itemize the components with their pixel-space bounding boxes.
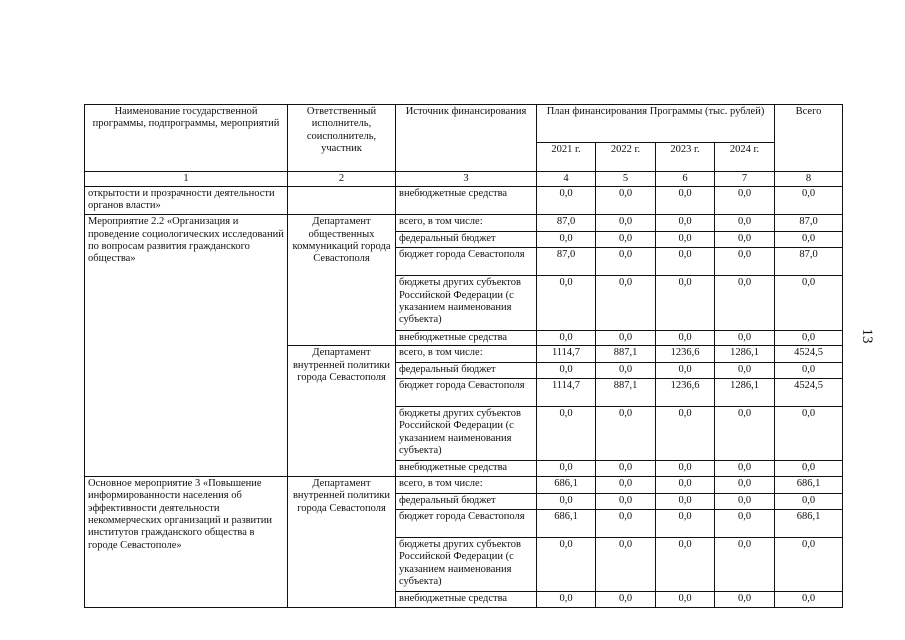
value-cell: 0,0: [656, 407, 715, 461]
value-cell: 0,0: [596, 407, 656, 461]
value-cell: 0,0: [656, 276, 715, 330]
page-number: 13: [859, 328, 875, 344]
column-numbers-row: [85, 171, 843, 187]
table-row: [85, 476, 843, 493]
header-name: Наименование государственной программы, подпрограммы, мероприятий: [85, 105, 288, 172]
value-cell: 0,0: [596, 232, 656, 248]
value-cell: 686,1: [537, 509, 596, 537]
value-cell: 0,0: [775, 232, 843, 248]
value-cell: 4524,5: [775, 346, 843, 363]
value-cell: 0,0: [537, 276, 596, 330]
executor-name: Департамент внутренней политики города Севастополя: [288, 346, 396, 477]
value-cell: 0,0: [656, 215, 715, 232]
value-cell: 0,0: [656, 476, 715, 493]
source-label: всего, в том числе:: [396, 346, 537, 363]
value-cell: 0,0: [537, 494, 596, 510]
value-cell: 0,0: [537, 330, 596, 346]
header-row: [85, 105, 843, 143]
value-cell: 0,0: [715, 592, 775, 608]
value-cell: 0,0: [715, 330, 775, 346]
value-cell: 0,0: [596, 537, 656, 591]
source-label: бюджет города Севастополя: [396, 378, 537, 406]
value-cell: 0,0: [537, 592, 596, 608]
value-cell: 0,0: [596, 187, 656, 215]
value-cell: 0,0: [656, 363, 715, 379]
value-cell: 0,0: [537, 537, 596, 591]
column-number: 8: [775, 171, 843, 187]
column-number: 3: [396, 171, 537, 187]
column-number: 4: [537, 171, 596, 187]
value-cell: 0,0: [775, 363, 843, 379]
source-label: всего, в том числе:: [396, 476, 537, 493]
source-label: бюджеты других субъектов Российской Федерации (с указанием наименования субъекта): [396, 407, 537, 461]
value-cell: 1236,6: [656, 378, 715, 406]
value-cell: 4524,5: [775, 378, 843, 406]
header-year: 2022 г.: [596, 143, 656, 171]
value-cell: 0,0: [537, 187, 596, 215]
column-number: 1: [85, 171, 288, 187]
value-cell: 87,0: [537, 247, 596, 275]
value-cell: 87,0: [775, 247, 843, 275]
value-cell: 0,0: [656, 592, 715, 608]
measure-name: Основное мероприятие 3 «Повышение информированности населения об эффективности деятельности некоммерческих организаций и развитии институтов гражданского общества в городе Севастополе»: [85, 476, 288, 607]
value-cell: 87,0: [775, 215, 843, 232]
value-cell: 0,0: [715, 232, 775, 248]
value-cell: 0,0: [656, 232, 715, 248]
value-cell: 0,0: [596, 247, 656, 275]
value-cell: 0,0: [656, 537, 715, 591]
value-cell: 0,0: [656, 509, 715, 537]
value-cell: 0,0: [775, 407, 843, 461]
value-cell: 0,0: [537, 232, 596, 248]
value-cell: 686,1: [537, 476, 596, 493]
header-responsible: Ответственный исполнитель, соисполнитель, участник: [288, 105, 396, 172]
source-label: бюджет города Севастополя: [396, 247, 537, 275]
measure-name: открытости и прозрачности деятельности органов власти»: [85, 187, 288, 215]
value-cell: 0,0: [775, 187, 843, 215]
value-cell: 0,0: [656, 330, 715, 346]
source-label: внебюджетные средства: [396, 592, 537, 608]
value-cell: 0,0: [596, 330, 656, 346]
value-cell: 1236,6: [656, 346, 715, 363]
value-cell: 0,0: [596, 494, 656, 510]
header-total: Всего: [775, 105, 843, 172]
executor-name: Департамент внутренней политики города Севастополя: [288, 476, 396, 607]
value-cell: 0,0: [775, 330, 843, 346]
value-cell: 0,0: [596, 461, 656, 477]
header-year: 2021 г.: [537, 143, 596, 171]
source-label: федеральный бюджет: [396, 363, 537, 379]
value-cell: 0,0: [775, 537, 843, 591]
header-source: Источник финансирования: [396, 105, 537, 172]
value-cell: 887,1: [596, 378, 656, 406]
value-cell: 0,0: [656, 494, 715, 510]
value-cell: 0,0: [537, 363, 596, 379]
source-label: бюджеты других субъектов Российской Федерации (с указанием наименования субъекта): [396, 276, 537, 330]
source-label: федеральный бюджет: [396, 494, 537, 510]
value-cell: 887,1: [596, 346, 656, 363]
value-cell: 0,0: [537, 407, 596, 461]
value-cell: 0,0: [715, 407, 775, 461]
source-label: бюджет города Севастополя: [396, 509, 537, 537]
value-cell: 0,0: [596, 592, 656, 608]
column-number: 7: [715, 171, 775, 187]
value-cell: 0,0: [715, 461, 775, 477]
value-cell: 0,0: [596, 509, 656, 537]
value-cell: 0,0: [715, 363, 775, 379]
source-label: всего, в том числе:: [396, 215, 537, 232]
value-cell: 87,0: [537, 215, 596, 232]
value-cell: 0,0: [715, 215, 775, 232]
source-label: бюджеты других субъектов Российской Федерации (с указанием наименования субъекта): [396, 537, 537, 591]
column-number: 5: [596, 171, 656, 187]
value-cell: 1286,1: [715, 378, 775, 406]
measure-name: Мероприятие 2.2 «Организация и проведение социологических исследований по вопросам развития гражданского общества»: [85, 215, 288, 477]
header-year: 2023 г.: [656, 143, 715, 171]
table-row: [85, 215, 843, 232]
value-cell: 1286,1: [715, 346, 775, 363]
value-cell: 0,0: [715, 537, 775, 591]
value-cell: 0,0: [715, 476, 775, 493]
source-label: внебюджетные средства: [396, 187, 537, 215]
financing-table: [84, 104, 843, 608]
value-cell: 0,0: [715, 247, 775, 275]
value-cell: 0,0: [715, 509, 775, 537]
value-cell: 0,0: [596, 276, 656, 330]
source-label: федеральный бюджет: [396, 232, 537, 248]
value-cell: 1114,7: [537, 378, 596, 406]
value-cell: 0,0: [775, 461, 843, 477]
value-cell: 686,1: [775, 509, 843, 537]
value-cell: 0,0: [537, 461, 596, 477]
value-cell: 0,0: [715, 494, 775, 510]
value-cell: 0,0: [596, 363, 656, 379]
value-cell: 0,0: [775, 592, 843, 608]
executor-name: Департамент общественных коммуникаций города Севастополя: [288, 215, 396, 346]
value-cell: 0,0: [775, 276, 843, 330]
source-label: внебюджетные средства: [396, 330, 537, 346]
value-cell: 0,0: [715, 187, 775, 215]
value-cell: 0,0: [775, 494, 843, 510]
value-cell: 0,0: [656, 461, 715, 477]
value-cell: 686,1: [775, 476, 843, 493]
source-label: внебюджетные средства: [396, 461, 537, 477]
executor-cell: [288, 187, 396, 215]
header-year: 2024 г.: [715, 143, 775, 171]
value-cell: 0,0: [656, 247, 715, 275]
header-plan: План финансирования Программы (тыс. рублей): [537, 105, 775, 143]
value-cell: 0,0: [596, 215, 656, 232]
value-cell: 0,0: [596, 476, 656, 493]
column-number: 6: [656, 171, 715, 187]
table-row: [85, 187, 843, 215]
column-number: 2: [288, 171, 396, 187]
value-cell: 0,0: [656, 187, 715, 215]
value-cell: 1114,7: [537, 346, 596, 363]
value-cell: 0,0: [715, 276, 775, 330]
